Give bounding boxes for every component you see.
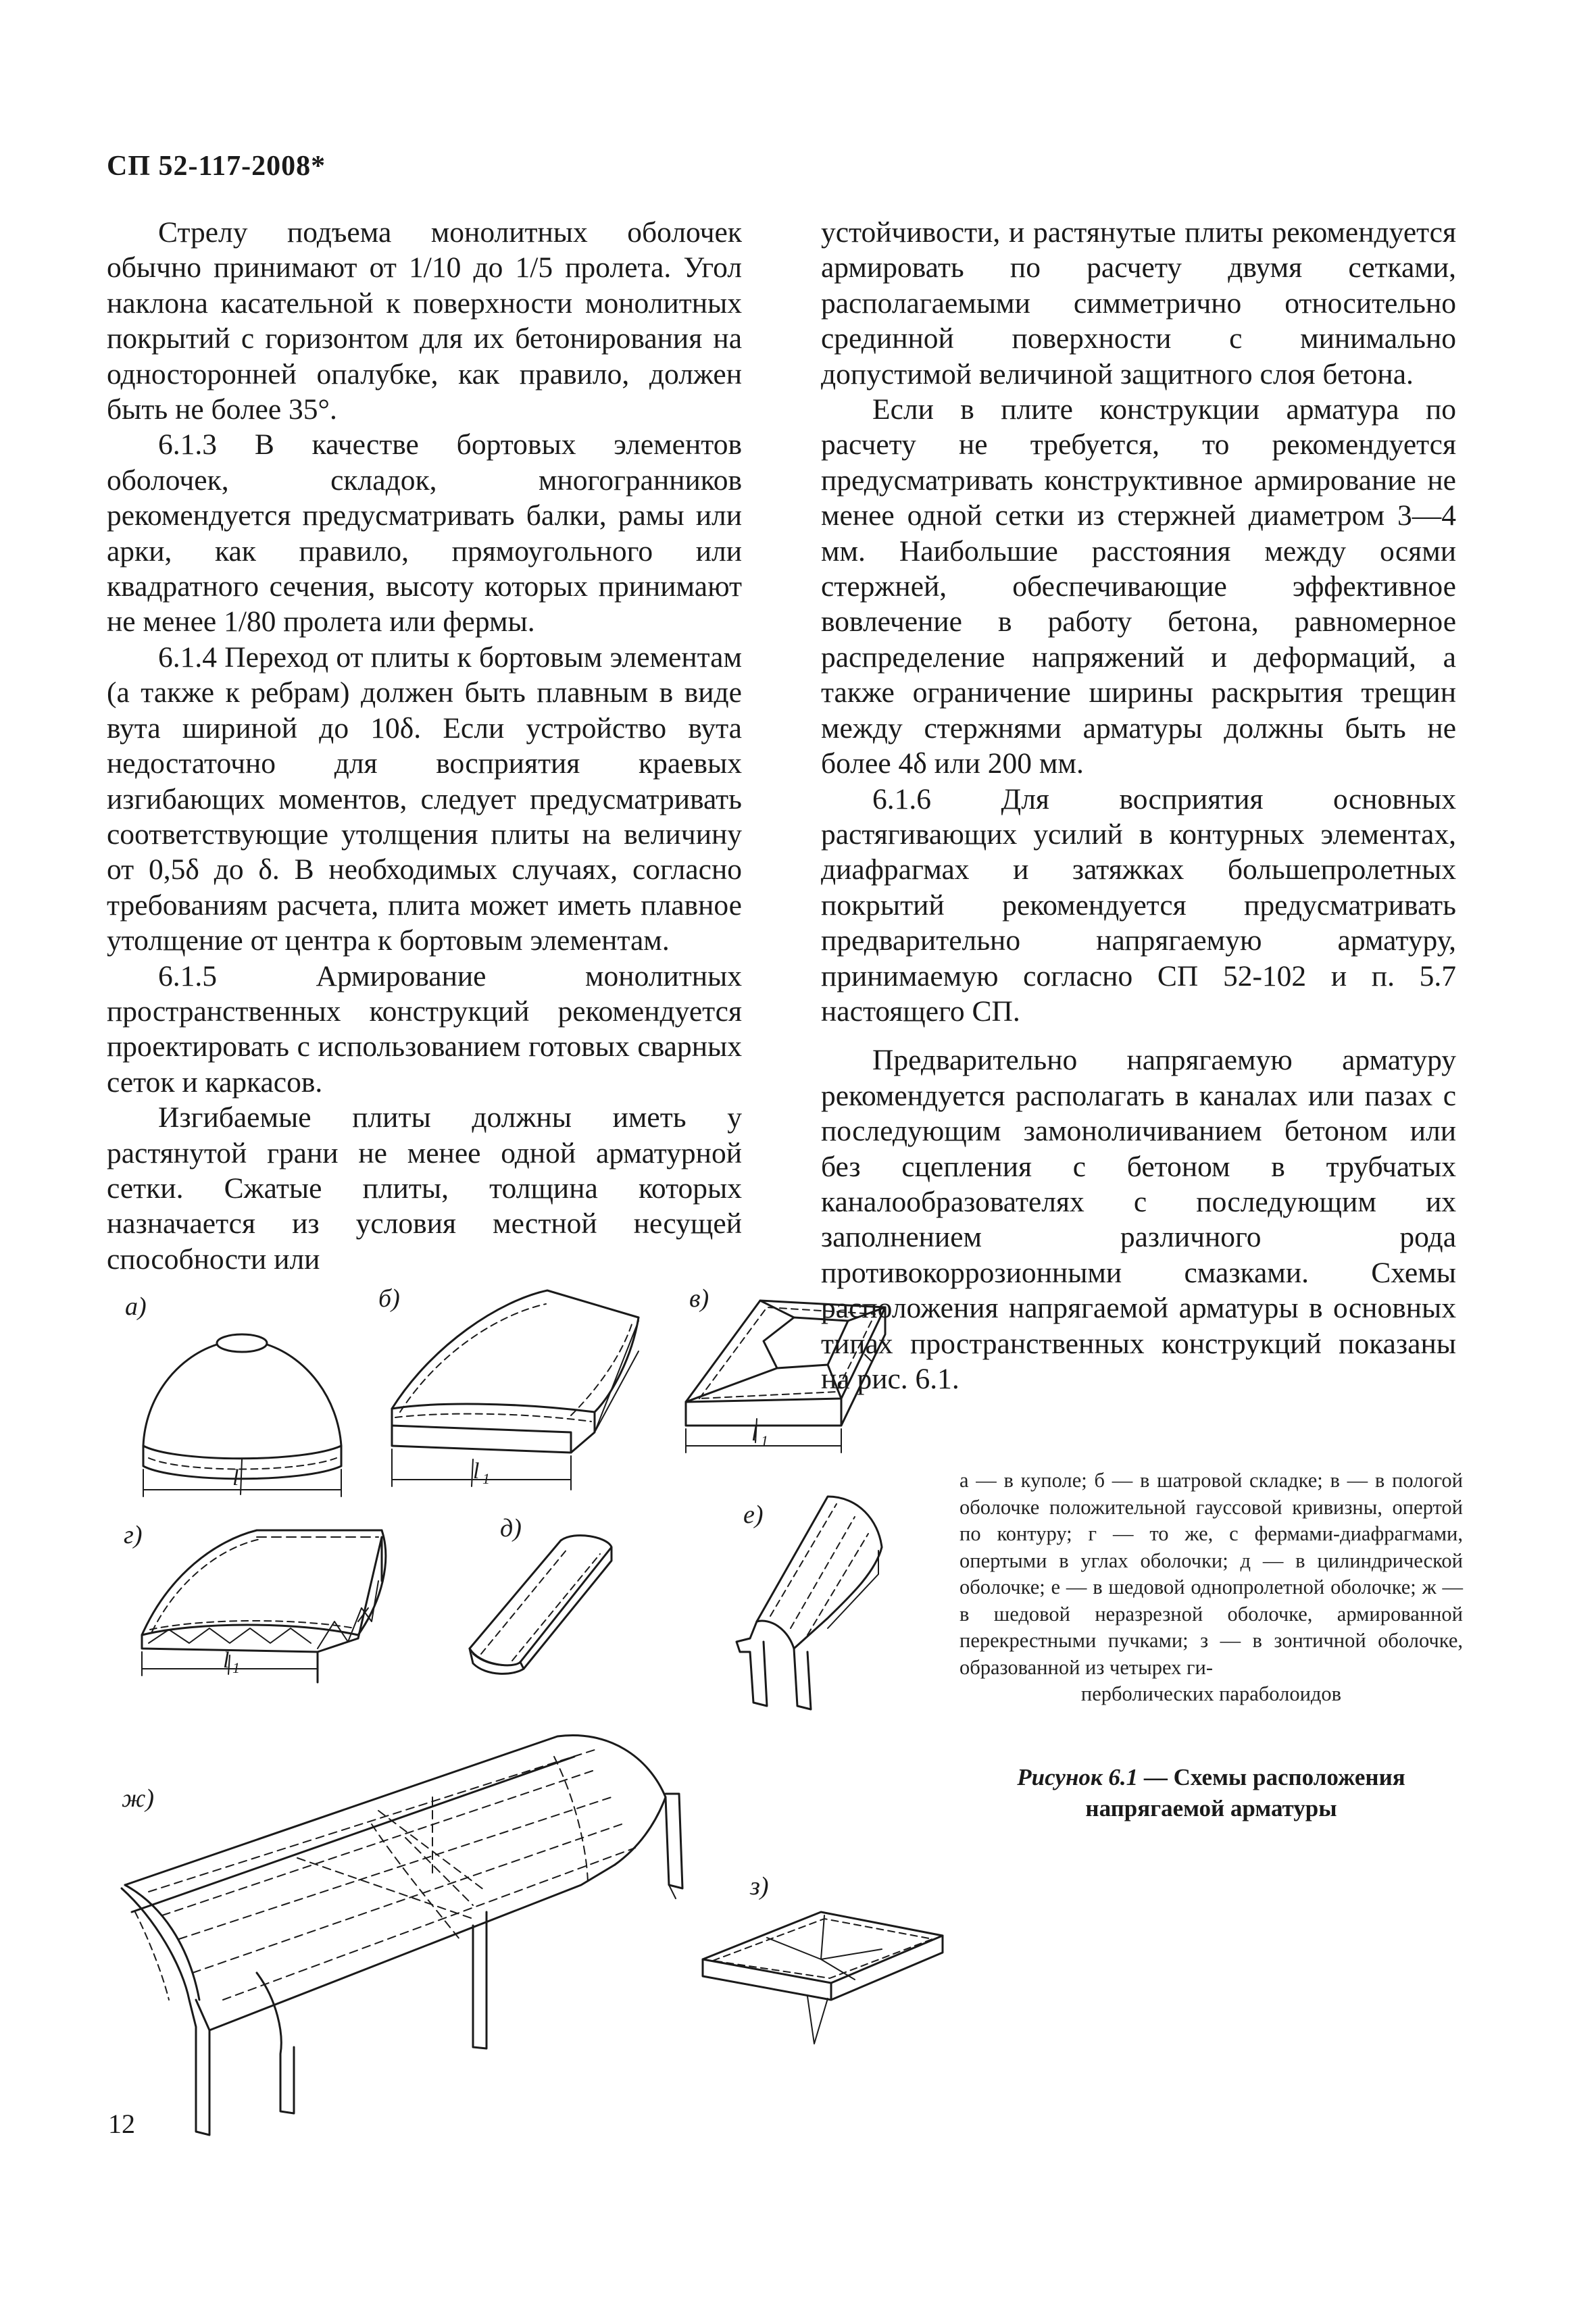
figure-legend-last-line: перболических параболоидов <box>1080 1682 1342 1705</box>
dimension-subscript-g: 1 <box>232 1659 240 1676</box>
left-text-column <box>107 215 742 1277</box>
figure-label-z: з) <box>750 1872 769 1901</box>
right-text-column <box>821 215 1456 1397</box>
figure-label-a: а) <box>125 1292 147 1321</box>
page-number: 12 <box>108 2109 135 2139</box>
figure-caption <box>959 1762 1463 1824</box>
dome-drawing <box>143 1334 341 1496</box>
continuous-sawtooth-shell-drawing <box>122 1735 682 2135</box>
paragraph: 6.1.6 Для восприятия основных растягивающих усилий в контурных элементах, диафрагмах и затяжках большепролетных покрытий рекомендуется предусматривать предварительно напрягаемую арматуру, принимаемую согласно СП 52-102 и п. 5.7 настоящего СП. <box>821 782 1456 1028</box>
figure-label-g: г) <box>124 1521 143 1549</box>
figure-label-zh: ж) <box>122 1784 155 1813</box>
dimension-subscript-b: 1 <box>482 1470 490 1487</box>
paragraph: Изгибаемые плиты должны иметь у растянутой грани не менее одной арматурной сетки. Сжатые плиты, толщина которых назначается из условия местной несущей способности или <box>107 1101 742 1276</box>
dimension-subscript-v: 1 <box>761 1432 768 1449</box>
figure-legend-text: а — в куполе; б — в шатровой складке; в — в пологой оболочке положительной гауссовой кривизны, опертой по контуру; г — то же, с фермами-диафрагмами, опертыми в углах оболочки; д — в цилиндрической оболочке; е — в шедовой однопролетной оболочке; ж — в шедовой неразрезной оболочке, армированной перекрестными пучками; з — в зонтичной оболочке, образованной из четырех ги- <box>959 1469 1463 1679</box>
figure-label-v: в) <box>689 1284 709 1313</box>
figure-legend <box>959 1467 1463 1708</box>
cylindrical-shell-drawing <box>470 1536 612 1674</box>
figure-caption-number: Рисунок 6.1 <box>1017 1764 1139 1790</box>
figure-label-b: б) <box>378 1284 400 1313</box>
dimension-l1-b: l <box>473 1459 480 1484</box>
paragraph: Предварительно напрягаемую арматуру рекомендуется располагать в каналах или пазах с последующим замоноличиванием бетоном или без сцепления с бетоном в трубчатых каналообразователях с последующим их заполнением различного рода противокоррозионными смазками. Схемы расположения напрягаемой арматуры в основных типах пространственных конструкций показаны на рис. 6.1. <box>821 1044 1456 1395</box>
document-code-header: СП 52-117-2008* <box>107 151 326 182</box>
paragraph: 6.1.3 В качестве бортовых элементов оболочек, складок, многогранников рекомендуется предусматривать балки, рамы или арки, как правило, прямоугольного или квадратного сечения, высоту которых принимают не менее 1/80 пролета или фермы. <box>107 428 742 638</box>
figure-label-e: е) <box>743 1501 764 1529</box>
dimension-l-a: l <box>232 1465 239 1490</box>
tent-fold-drawing <box>392 1290 639 1490</box>
dimension-l1-v: l <box>751 1421 758 1446</box>
paragraph: устойчивости, и растянутые плиты рекомендуется армировать по расчету двумя сетками, располагаемыми симметрично относительно срединной поверхности с минимально допустимой величиной защитного слоя бетона. <box>821 216 1456 391</box>
truss-shell-drawing <box>142 1530 386 1682</box>
paragraph: 6.1.5 Армирование монолитных пространственных конструкций рекомендуется проектировать с использованием готовых сварных сеток и каркасов. <box>107 959 742 1099</box>
dimension-l1-g: l <box>223 1648 230 1673</box>
figure-caption-text: — Схемы расположения напрягаемой арматуры <box>1085 1764 1405 1821</box>
umbrella-shell-drawing <box>703 1912 943 2044</box>
paragraph: Стрелу подъема монолитных оболочек обычно принимают от 1/10 до 1/5 пролета. Угол наклона касательной к поверхности монолитных покрытий с горизонтом для их бетонирования на односторонней опалубке, как правило, должен быть не более 35°. <box>107 216 742 426</box>
figure-label-d: д) <box>500 1514 522 1542</box>
paragraph: 6.1.4 Переход от плиты к бортовым элементам (а также к ребрам) должен быть плавным в виде вута шириной до 10δ. Если устройство вута недостаточно для восприятия краевых изгибающих моментов, следует предусматривать соответствующие утолщения плиты на величину от 0,5δ до δ. В необходимых случаях, согласно требованиям расчета, плита может иметь плавное утолщение от центра к бортовым элементам. <box>107 640 742 957</box>
paragraph: Если в плите конструкции арматура по расчету не требуется, то рекомендуется предусматривать конструктивное армирование не менее одной сетки из стержней диаметром 3—4 мм. Наибольшие расстояния между осями стержней, обеспечивающие эффективное вовлечение в работу бетона, равномерное распределение напряжений и деформаций, а также ограничение ширины раскрытия трещин между стержнями арматуры должны быть не более 4δ или 200 мм. <box>821 393 1456 780</box>
